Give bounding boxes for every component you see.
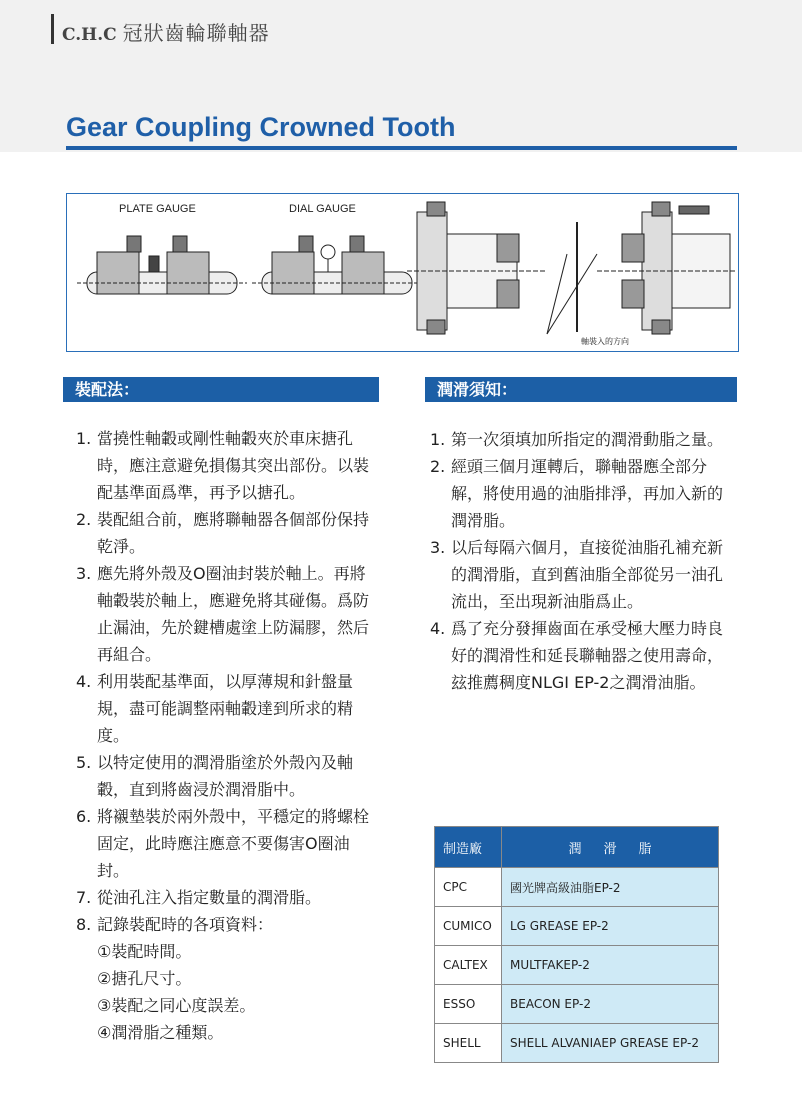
step-text: 第一次須填加所指定的潤滑動脂之量。 — [451, 430, 724, 449]
dial-gauge-coupling — [252, 236, 422, 294]
page-title: Gear Coupling Crowned Tooth — [66, 112, 456, 142]
assembly-heading: 裝配法： — [63, 377, 379, 402]
step-number: 4. — [430, 619, 446, 638]
table-row — [435, 985, 719, 1024]
assembly-step — [76, 560, 376, 668]
step-text: 經頭三個月運轉后，聯軸器應全部分解，將使用過的油脂排淨，再加入新的潤滑脂。 — [451, 457, 724, 530]
assembly-step — [76, 506, 376, 560]
coupling-drawings — [67, 194, 738, 351]
grease-cell: BEACON EP-2 — [502, 985, 719, 1024]
step-text: 從油孔注入指定數量的潤滑脂。 — [97, 888, 322, 907]
step-text: 將襯墊裝於兩外殼中，平穩定的將螺栓固定，此時應注應意不要傷害O圈油封。 — [97, 807, 370, 880]
lubrication-list — [430, 426, 730, 696]
step-text: 記錄裝配時的各項資料： — [97, 915, 274, 934]
step-number: 3. — [430, 538, 446, 557]
assembly-list — [76, 425, 376, 1046]
brand-header — [62, 17, 270, 46]
record-item: ③裝配之同心度誤差。 — [97, 996, 256, 1015]
brand-logo: C.H.C — [62, 25, 117, 45]
assembly-step — [76, 749, 376, 803]
maker-cell: CALTEX — [435, 946, 502, 985]
step-number: 1. — [430, 430, 446, 449]
step-number: 6. — [76, 807, 92, 826]
header-grease: 潤滑脂 — [502, 827, 719, 868]
lubrication-step — [430, 426, 730, 453]
grease-cell: 國光牌高級油脂EP-2 — [502, 868, 719, 907]
direction-label: 軸裝入的方向 — [581, 337, 629, 346]
step-number: 7. — [76, 888, 92, 907]
grease-cell: SHELL ALVANIAEP GREASE EP-2 — [502, 1024, 719, 1063]
step-number: 8. — [76, 915, 92, 934]
step-text: 應先將外殼及O圈油封裝於軸上。再將軸轂裝於軸上，應避免將其碰傷。爲防止漏油，先於鍵槽處塗上防漏膠，然后再組合。 — [97, 564, 370, 664]
dial-gauge-label: DIAL GAUGE — [289, 203, 356, 215]
section-right-hub — [597, 202, 735, 334]
step-text: 爲了充分發揮齒面在承受極大壓力時良好的潤滑性和延長聯軸器之使用壽命，玆推薦稠度NLGI EP-2之潤滑油脂。 — [451, 619, 724, 692]
step-number: 4. — [76, 672, 92, 691]
step-text: 裝配組合前，應將聯軸器各個部份保持乾淨。 — [97, 510, 370, 556]
grease-cell: LG GREASE EP-2 — [502, 907, 719, 946]
record-item: ①裝配時間。 — [97, 942, 192, 961]
assembly-step — [76, 425, 376, 506]
gasket-plate — [547, 222, 597, 334]
table-row — [435, 946, 719, 985]
brand-name: 冠狀齒輪聯軸器 — [122, 21, 270, 45]
assembly-step — [76, 911, 376, 1046]
step-text: 利用裝配基準面，以厚薄規和針盤量規，盡可能調整兩軸轂達到所求的精度。 — [97, 672, 354, 745]
grease-table — [434, 826, 719, 1063]
title-rule — [66, 146, 737, 150]
assembly-step — [76, 884, 376, 911]
step-text: 當撓性軸轂或剛性軸轂夾於車床搪孔時，應注意避免損傷其突出部份。以裝配基準面爲準，再予以搪孔。 — [97, 429, 370, 502]
maker-cell: CUMICO — [435, 907, 502, 946]
record-item: ②搪孔尺寸。 — [97, 969, 192, 988]
step-text: 以特定使用的潤滑脂塗於外殼內及軸轂，直到將齒浸於潤滑脂中。 — [97, 753, 354, 799]
plate-gauge-coupling — [77, 236, 247, 294]
record-sublist — [97, 938, 376, 1046]
assembly-step — [76, 668, 376, 749]
step-number: 3. — [76, 564, 92, 583]
table-row — [435, 1024, 719, 1063]
assembly-step — [76, 803, 376, 884]
step-text: 以后每隔六個月，直接從油脂孔補充新的潤滑脂，直到舊油脂全部從另一油孔流出，至出現新油脂爲止。 — [451, 538, 724, 611]
plate-gauge-label: PLATE GAUGE — [119, 203, 196, 215]
lubrication-step — [430, 453, 730, 534]
lubrication-step — [430, 615, 730, 696]
step-number: 5. — [76, 753, 92, 772]
maker-cell: CPC — [435, 868, 502, 907]
maker-cell: SHELL — [435, 1024, 502, 1063]
step-number: 1. — [76, 429, 92, 448]
header-maker: 制造廠 — [435, 827, 502, 868]
grease-cell: MULTFAKEP-2 — [502, 946, 719, 985]
brand-bar — [51, 14, 54, 44]
record-item: ④潤滑脂之種類。 — [97, 1023, 224, 1042]
table-row — [435, 868, 719, 907]
section-left-hub — [407, 202, 547, 334]
maker-cell: ESSO — [435, 985, 502, 1024]
step-number: 2. — [430, 457, 446, 476]
table-header-row — [435, 827, 719, 868]
assembly-diagram — [66, 193, 739, 352]
table-row — [435, 907, 719, 946]
lubrication-step — [430, 534, 730, 615]
step-number: 2. — [76, 510, 92, 529]
lubrication-heading: 潤滑須知： — [425, 377, 737, 402]
